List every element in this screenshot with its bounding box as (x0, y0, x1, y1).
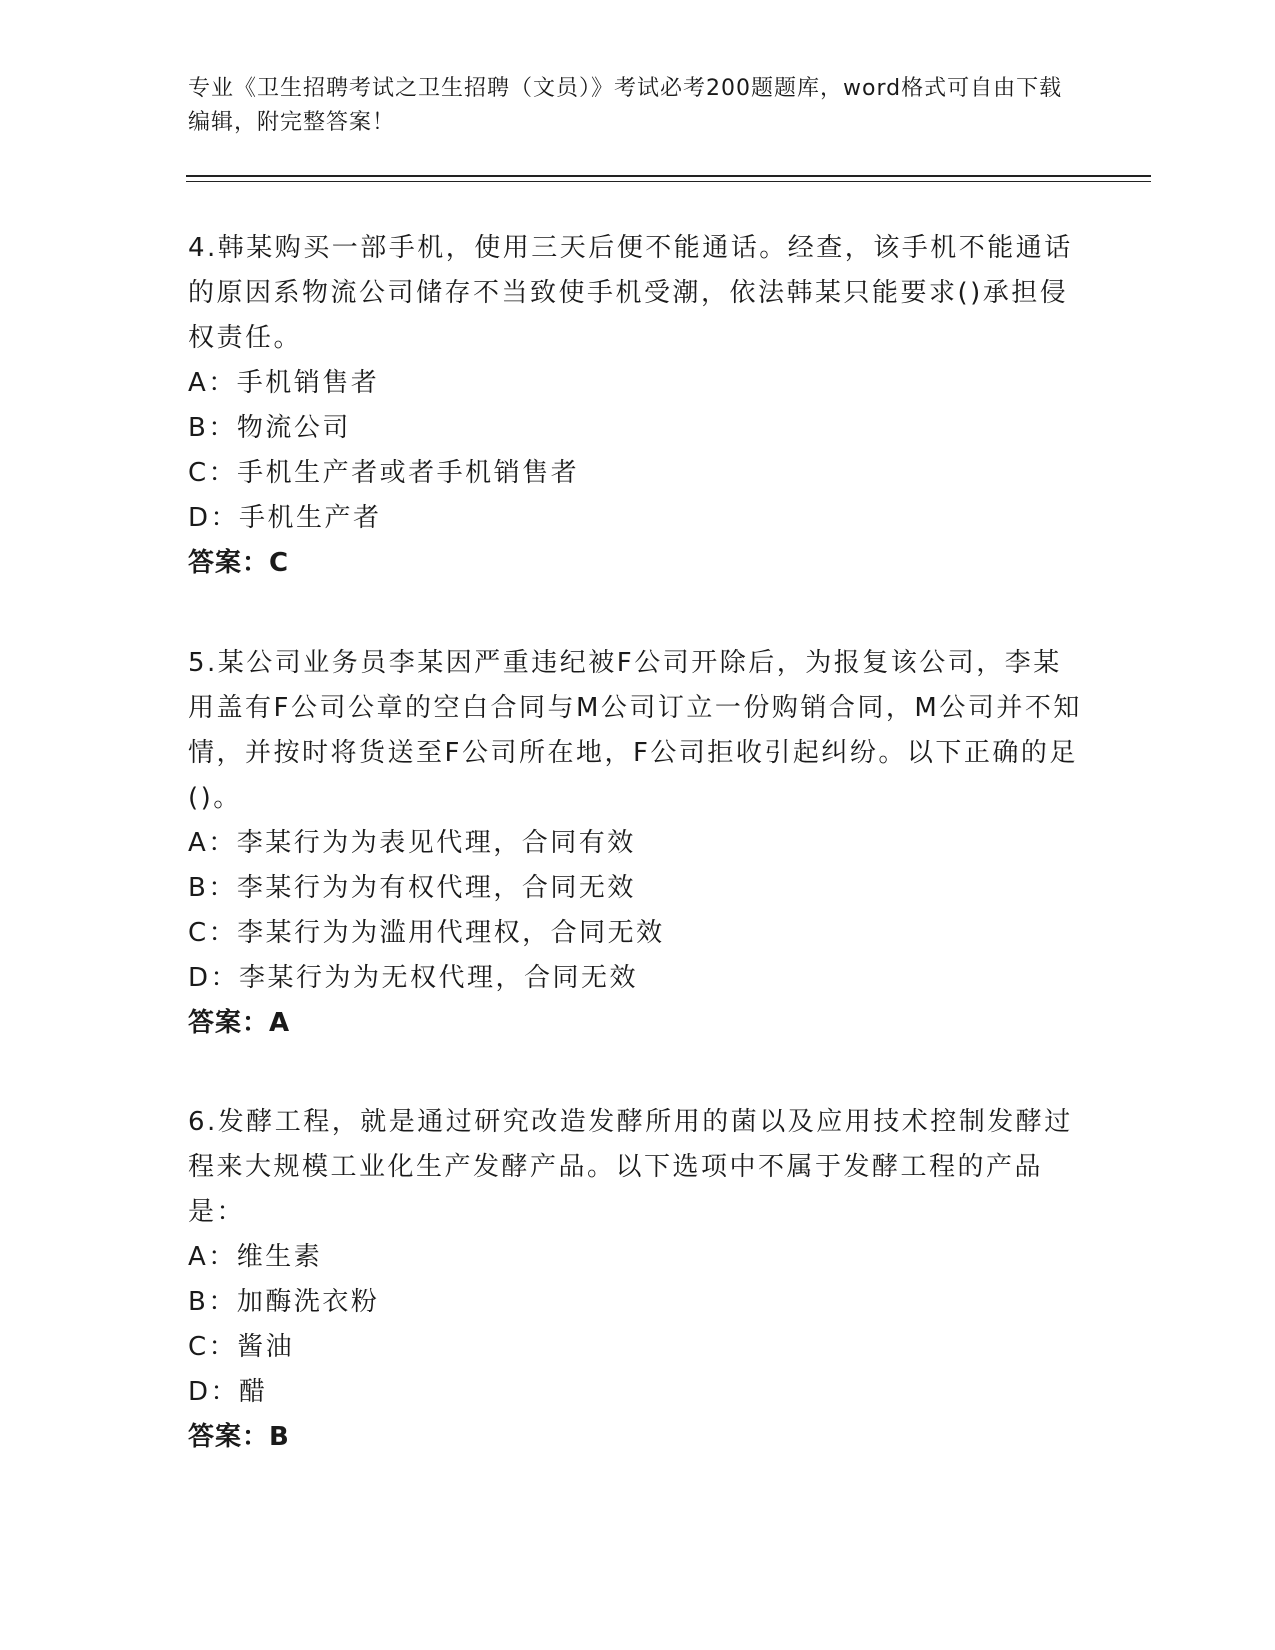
option-b: B：李某行为为有权代理，合同无效 (188, 873, 636, 903)
question-4 (188, 226, 1088, 586)
answer: 答案：A (188, 1008, 291, 1038)
option-d: D：醋 (188, 1377, 268, 1407)
option-c: C：手机生产者或者手机销售者 (188, 458, 580, 488)
question-stem: 5.某公司业务员李某因严重违纪被F公司开除后，为报复该公司，李某用盖有F公司公章的空白合同与M公司订立一份购销合同，M公司并不知情，并按时将货送至F公司所在地，F公司拒收引起纠纷。以下正确的足()。 (188, 648, 1082, 813)
question-5 (188, 641, 1088, 1046)
document-header: 专业《卫生招聘考试之卫生招聘（文员）》考试必考200题题库，word格式可自由下载编辑，附完整答案！ (188, 76, 1063, 135)
option-a: A：维生素 (188, 1242, 323, 1272)
option-c: C：李某行为为滥用代理权，合同无效 (188, 918, 665, 948)
question-6 (188, 1100, 1088, 1460)
option-b: B：加酶洗衣粉 (188, 1287, 380, 1317)
header-divider-thick (186, 175, 1151, 177)
answer: 答案：C (188, 548, 290, 578)
question-stem: 4.韩某购买一部手机，使用三天后便不能通话。经查，该手机不能通话的原因系物流公司储存不当致使手机受潮，依法韩某只能要求()承担侵权责任。 (188, 233, 1073, 353)
option-d: D：手机生产者 (188, 503, 382, 533)
option-a: A：手机销售者 (188, 368, 380, 398)
header-divider-thin (186, 181, 1151, 182)
option-a: A：李某行为为表见代理，合同有效 (188, 828, 636, 858)
answer: 答案：B (188, 1422, 290, 1452)
question-stem: 6.发酵工程，就是通过研究改造发酵所用的菌以及应用技术控制发酵过程来大规模工业化生产发酵产品。以下选项中不属于发酵工程的产品是： (188, 1107, 1073, 1227)
option-b: B：物流公司 (188, 413, 351, 443)
option-c: C：酱油 (188, 1332, 295, 1362)
option-d: D：李某行为为无权代理，合同无效 (188, 963, 639, 993)
